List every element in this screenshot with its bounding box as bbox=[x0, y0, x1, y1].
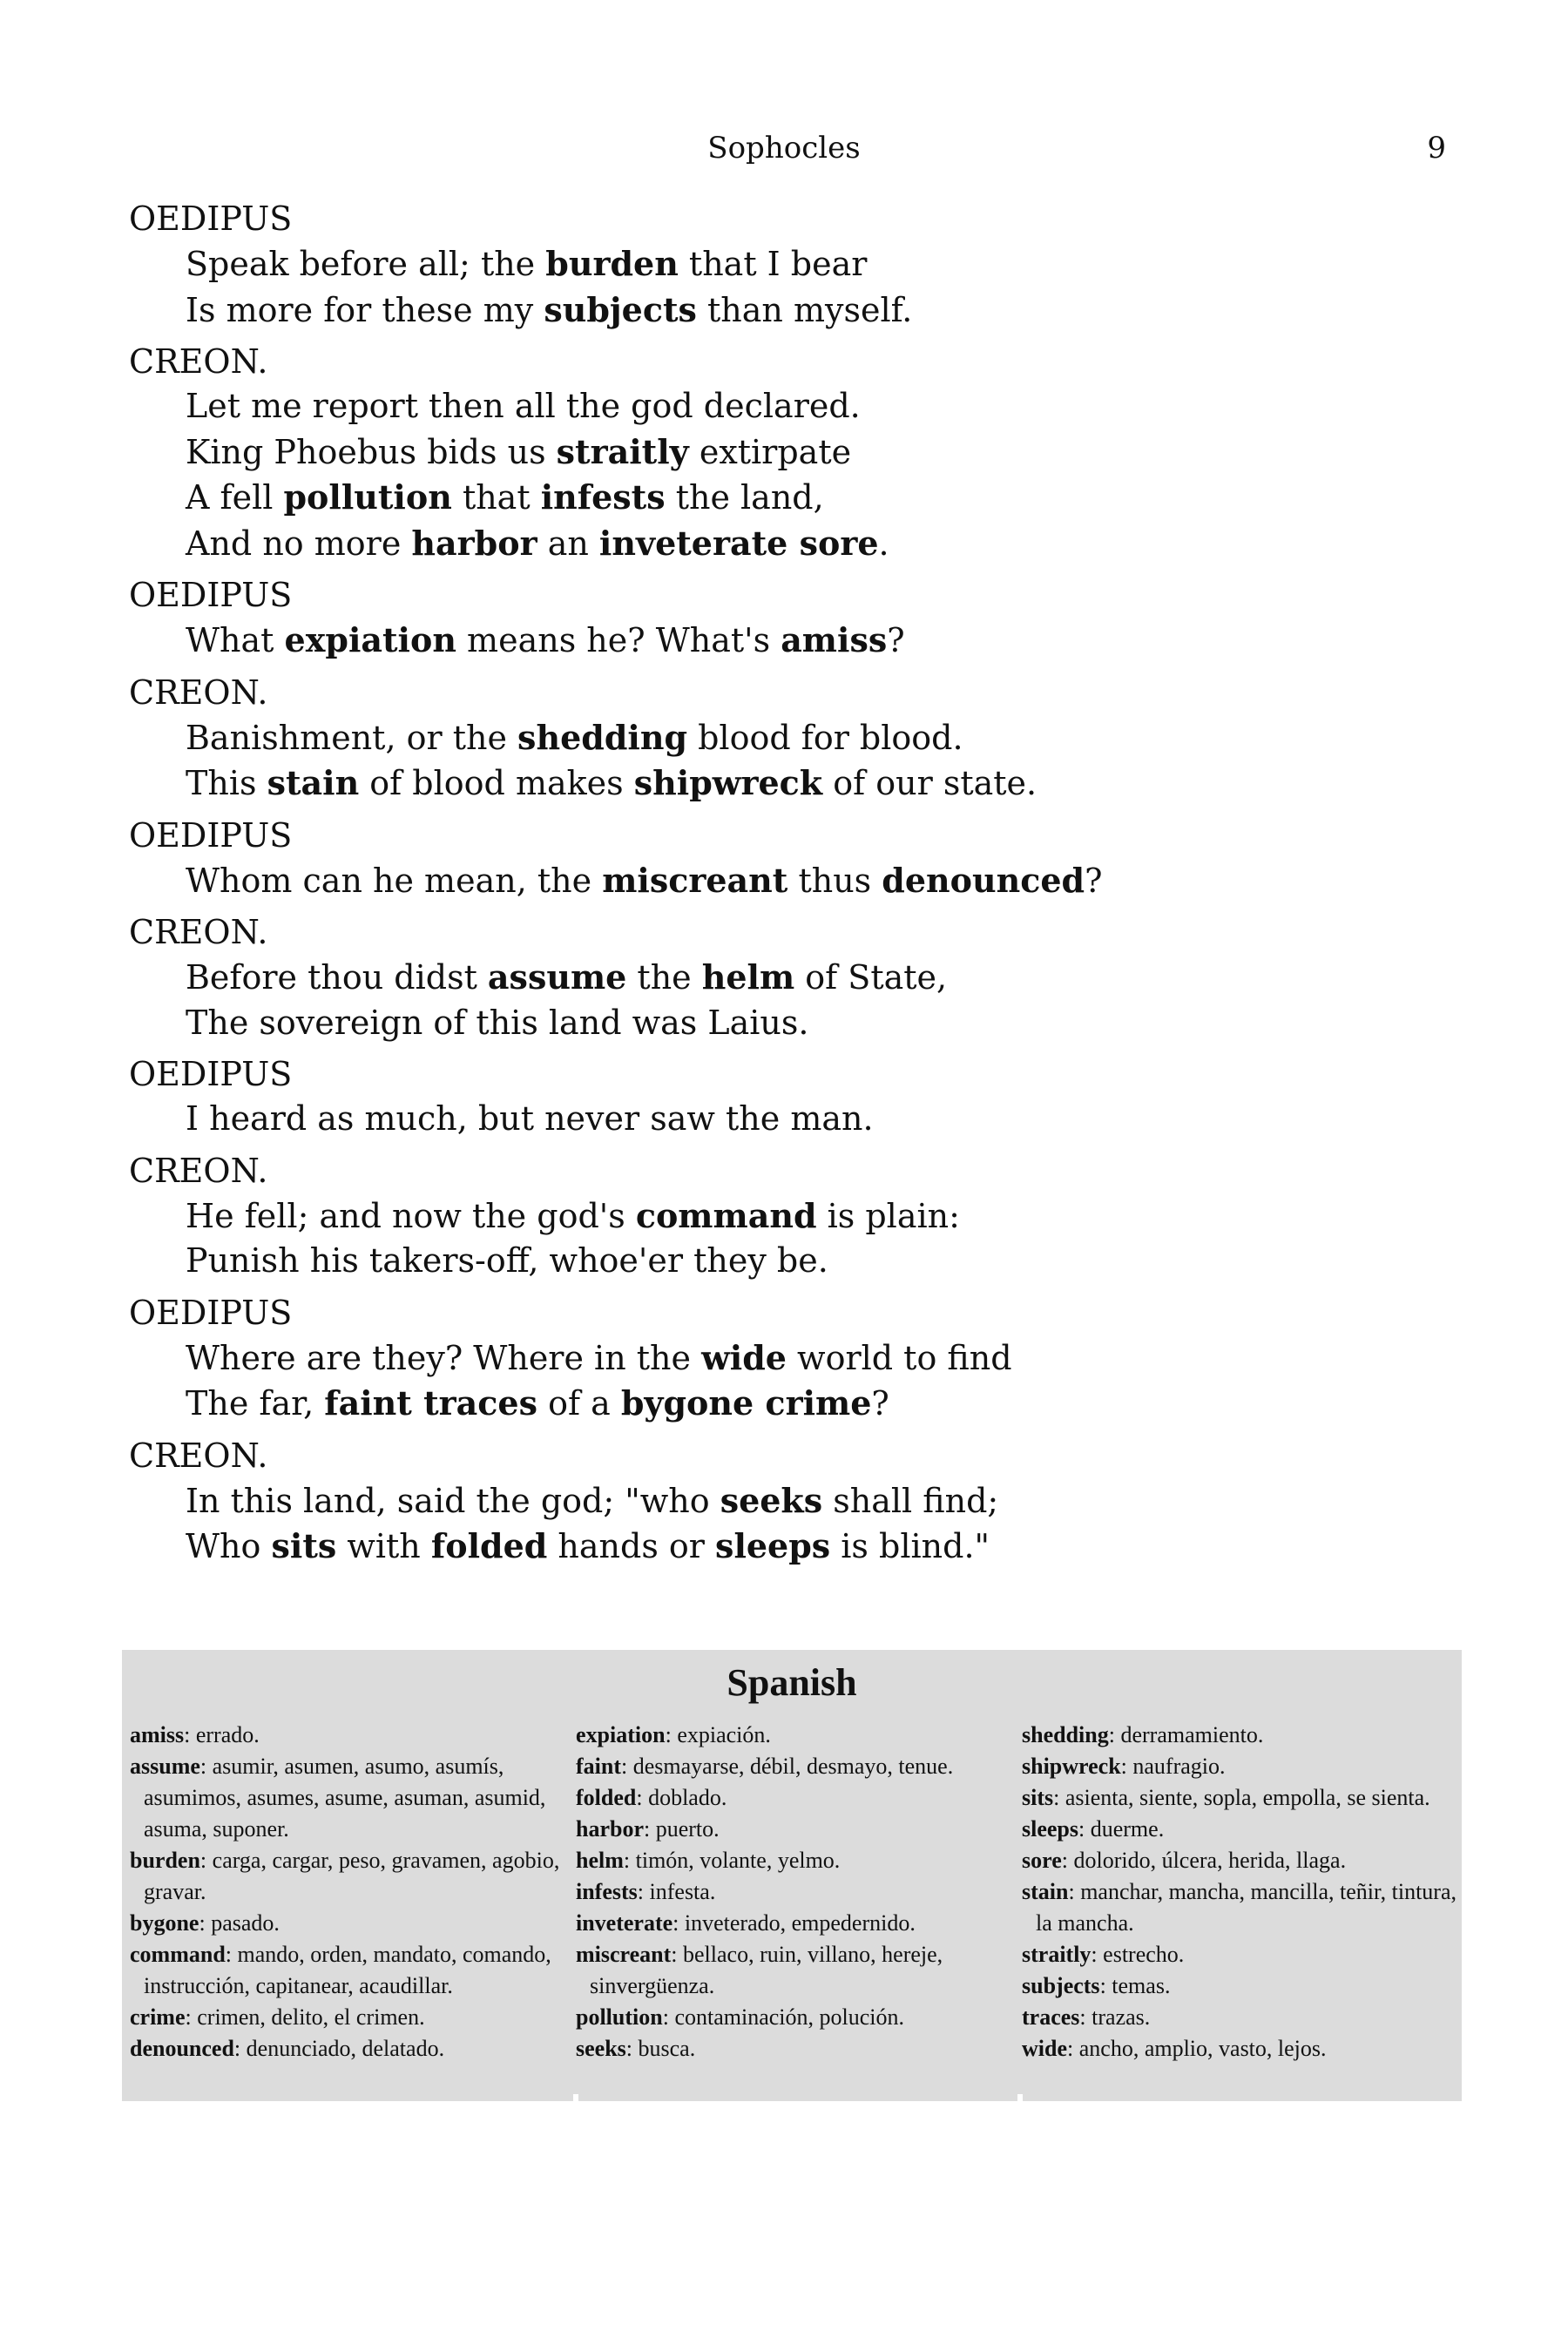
speech-block bbox=[129, 1434, 1470, 1570]
verse-text: is plain: bbox=[816, 1196, 960, 1235]
glossary-term: stain bbox=[1022, 1879, 1069, 1904]
verse-text: of a bbox=[537, 1384, 621, 1423]
glossary-term: denounced bbox=[130, 2036, 234, 2061]
verse-text: the bbox=[626, 958, 702, 997]
column-divider bbox=[1017, 2094, 1023, 2101]
glossary-entry: pollution: contaminación, polución. bbox=[576, 2004, 904, 2030]
verse-text: world to find bbox=[786, 1338, 1012, 1377]
verse-text: an bbox=[537, 524, 599, 563]
glossary-entry: sleeps: duerme. bbox=[1022, 1816, 1165, 1842]
glossary-definition: denunciado, delatado. bbox=[246, 2036, 445, 2061]
verse-text: This bbox=[186, 764, 267, 802]
vocabulary-word: subjects bbox=[544, 289, 697, 329]
vocabulary-word: infests bbox=[540, 477, 666, 517]
speaker-name: OEDIPUS bbox=[129, 576, 293, 614]
glossary-definition: temas. bbox=[1112, 1973, 1171, 1998]
glossary-term: wide bbox=[1022, 2036, 1067, 2061]
verse-text: Speak before all; the bbox=[186, 245, 546, 283]
glossary-term: harbor bbox=[576, 1816, 644, 1842]
verse-line bbox=[129, 618, 1470, 664]
verse-text: than myself. bbox=[696, 290, 913, 329]
page-number: 9 bbox=[1427, 131, 1446, 166]
glossary-term: burden bbox=[130, 1848, 200, 1873]
verse-line bbox=[129, 1001, 1470, 1046]
vocabulary-word: bygone crime bbox=[620, 1383, 872, 1423]
verse-text: ? bbox=[887, 621, 905, 659]
vocabulary-word: helm bbox=[701, 957, 795, 997]
verse-line bbox=[129, 241, 1470, 287]
glossary-term: infests bbox=[576, 1879, 638, 1904]
glossary-definition: doblado. bbox=[648, 1785, 727, 1810]
verse-text: . bbox=[878, 524, 889, 563]
glossary-entry: crime: crimen, delito, el crimen. bbox=[130, 2004, 425, 2030]
glossary-term: sore bbox=[1022, 1848, 1062, 1873]
vocabulary-word: wide bbox=[701, 1337, 787, 1377]
verse-line bbox=[129, 429, 1470, 476]
glossary-entry: harbor: puerto. bbox=[576, 1816, 720, 1842]
verse-line bbox=[129, 715, 1470, 761]
verse-line bbox=[129, 760, 1470, 807]
glossary-title: Spanish bbox=[727, 1661, 857, 1704]
glossary-term: amiss bbox=[130, 1722, 185, 1747]
glossary-definition: puerto. bbox=[655, 1816, 720, 1842]
spanish-glossary bbox=[122, 1650, 1462, 2101]
verse-text: Is more for these my bbox=[186, 290, 544, 329]
verse-text: Before thou didst bbox=[186, 958, 488, 997]
verse-text: King Phoebus bids us bbox=[186, 432, 557, 471]
speech-block bbox=[129, 671, 1470, 807]
column-divider bbox=[573, 2094, 578, 2101]
glossary-entry: shedding: derramamiento. bbox=[1022, 1722, 1264, 1747]
vocabulary-word: command bbox=[635, 1195, 817, 1235]
glossary-entry: traces: trazas. bbox=[1022, 2004, 1151, 2030]
speech-block bbox=[129, 573, 1470, 664]
glossary-entry: command: mando, orden, mandato, comando, instrucción, capitanear, acaudillar. bbox=[130, 1942, 551, 1998]
verse-text: Where are they? Where in the bbox=[186, 1338, 702, 1377]
vocabulary-word: straitly bbox=[556, 431, 689, 471]
vocabulary-word: pollution bbox=[283, 477, 452, 517]
verse-line bbox=[129, 1239, 1470, 1284]
verse-text: shall find; bbox=[822, 1481, 999, 1520]
glossary-definition: desmayarse, débil, desmayo, tenue. bbox=[632, 1754, 954, 1779]
glossary-entry: denounced: denunciado, delatado. bbox=[130, 2036, 445, 2061]
glossary-term: folded bbox=[576, 1785, 637, 1810]
speaker-name: CREON. bbox=[129, 1436, 268, 1475]
verse-text: And no more bbox=[186, 524, 412, 563]
glossary-definition: crimen, delito, el crimen. bbox=[197, 2004, 425, 2030]
play-text bbox=[129, 197, 1470, 1577]
verse-line bbox=[129, 475, 1470, 521]
verse-text: The far, bbox=[186, 1384, 325, 1423]
glossary-entry: stain: manchar, mancha, mancilla, teñir, tintura, la mancha. bbox=[1022, 1879, 1456, 1936]
verse-text: that I bear bbox=[678, 245, 868, 283]
glossary-entry: infests: infesta. bbox=[576, 1879, 716, 1904]
verse-text: of State, bbox=[794, 958, 948, 997]
glossary-definition: duerme. bbox=[1090, 1816, 1165, 1842]
vocabulary-word: miscreant bbox=[602, 860, 788, 900]
verse-text: blood for blood. bbox=[687, 718, 963, 757]
speech-block bbox=[129, 197, 1470, 333]
speaker-name: CREON. bbox=[129, 1151, 268, 1190]
glossary-term: straitly bbox=[1022, 1942, 1092, 1967]
glossary-entry: shipwreck: naufragio. bbox=[1022, 1754, 1226, 1779]
glossary-entry: seeks: busca. bbox=[576, 2036, 696, 2061]
glossary-definition: bellaco, ruin, villano, hereje, sinvergüenza. bbox=[590, 1942, 943, 1998]
vocabulary-word: shedding bbox=[517, 717, 688, 757]
glossary-column-2 bbox=[576, 1720, 1016, 2065]
verse-text: ? bbox=[871, 1384, 889, 1423]
verse-text: the land, bbox=[665, 478, 824, 517]
glossary-definition: derramamiento. bbox=[1120, 1722, 1264, 1747]
verse-text: Punish his takers-off, whoe'er they be. bbox=[186, 1241, 828, 1280]
verse-line bbox=[129, 1097, 1470, 1142]
glossary-term: traces bbox=[1022, 2004, 1080, 2030]
verse-line bbox=[129, 287, 1470, 334]
verse-text: hands or bbox=[547, 1527, 716, 1565]
glossary-term: shipwreck bbox=[1022, 1754, 1121, 1779]
verse-text: Let me report then all the god declared. bbox=[186, 387, 861, 425]
glossary-entry: burden: carga, cargar, peso, gravamen, agobio, gravar. bbox=[130, 1848, 560, 1904]
glossary-definition: asumir, asumen, asumo, asumís, asumimos, asumes, asume, asuman, asumid, asuma, suponer. bbox=[144, 1754, 546, 1842]
glossary-term: command bbox=[130, 1942, 226, 1967]
vocabulary-word: seeks bbox=[720, 1480, 823, 1520]
glossary-definition: mando, orden, mandato, comando, instrucción, capitanear, acaudillar. bbox=[144, 1942, 551, 1998]
vocabulary-word: sleeps bbox=[715, 1526, 831, 1565]
verse-text: is blind." bbox=[830, 1527, 990, 1565]
glossary-term: seeks bbox=[576, 2036, 626, 2061]
glossary-term: crime bbox=[130, 2004, 186, 2030]
glossary-definition: asienta, siente, sopla, empolla, se sienta. bbox=[1064, 1785, 1430, 1810]
glossary-term: assume bbox=[130, 1754, 200, 1779]
verse-text: with bbox=[336, 1527, 431, 1565]
vocabulary-word: faint traces bbox=[324, 1383, 537, 1423]
verse-text: The sovereign of this land was Laius. bbox=[186, 1003, 809, 1042]
vocabulary-word: amiss bbox=[781, 620, 888, 659]
speech-block bbox=[129, 340, 1470, 566]
glossary-definition: ancho, amplio, vasto, lejos. bbox=[1078, 2036, 1327, 2061]
vocabulary-word: inveterate sore bbox=[598, 523, 879, 563]
vocabulary-word: stain bbox=[267, 763, 360, 802]
glossary-entry: folded: doblado. bbox=[576, 1785, 727, 1810]
speech-block bbox=[129, 910, 1470, 1045]
glossary-entry: faint: desmayarse, débil, desmayo, tenue. bbox=[576, 1754, 954, 1779]
verse-line bbox=[129, 1478, 1470, 1524]
vocabulary-word: folded bbox=[430, 1526, 548, 1565]
glossary-definition: infesta. bbox=[649, 1879, 716, 1904]
glossary-entry: sits: asienta, siente, sopla, empolla, se sienta. bbox=[1022, 1785, 1430, 1810]
verse-text: thus bbox=[787, 861, 882, 900]
glossary-term: bygone bbox=[130, 1910, 199, 1936]
glossary-definition: estrecho. bbox=[1103, 1942, 1185, 1967]
glossary-entry: sore: dolorido, úlcera, herida, llaga. bbox=[1022, 1848, 1347, 1873]
verse-text: means he? What's bbox=[456, 621, 781, 659]
glossary-definition: carga, cargar, peso, gravamen, agobio, gravar. bbox=[144, 1848, 560, 1904]
verse-line bbox=[129, 384, 1470, 429]
speaker-name: CREON. bbox=[129, 913, 268, 951]
verse-line bbox=[129, 955, 1470, 1001]
glossary-entry: bygone: pasado. bbox=[130, 1910, 280, 1936]
speaker-name: CREON. bbox=[129, 342, 268, 381]
glossary-definition: contaminación, polución. bbox=[674, 2004, 904, 2030]
verse-text: Whom can he mean, the bbox=[186, 861, 603, 900]
glossary-definition: naufragio. bbox=[1132, 1754, 1226, 1779]
verse-text: He fell; and now the god's bbox=[186, 1196, 636, 1235]
glossary-term: helm bbox=[576, 1848, 624, 1873]
glossary-definition: busca. bbox=[638, 2036, 696, 2061]
glossary-entry: straitly: estrecho. bbox=[1022, 1942, 1185, 1967]
verse-text: of our state. bbox=[822, 764, 1037, 802]
speaker-name: OEDIPUS bbox=[129, 1293, 293, 1332]
glossary-entry: expiation: expiación. bbox=[576, 1722, 771, 1747]
glossary-entry: miscreant: bellaco, ruin, villano, hereje, sinvergüenza. bbox=[576, 1942, 943, 1998]
running-header-title: Sophocles bbox=[707, 131, 861, 166]
vocabulary-word: denounced bbox=[882, 860, 1085, 900]
verse-line bbox=[129, 1524, 1470, 1570]
verse-text: I heard as much, but never saw the man. bbox=[186, 1099, 874, 1138]
glossary-definition: errado. bbox=[195, 1722, 260, 1747]
glossary-entry: wide: ancho, amplio, vasto, lejos. bbox=[1022, 2036, 1327, 2061]
vocabulary-word: sits bbox=[271, 1526, 337, 1565]
verse-line bbox=[129, 1335, 1470, 1382]
verse-text: A fell bbox=[186, 478, 284, 517]
vocabulary-word: shipwreck bbox=[633, 763, 823, 802]
verse-text: extirpate bbox=[688, 432, 852, 471]
speaker-name: CREON. bbox=[129, 672, 268, 712]
verse-line bbox=[129, 858, 1470, 904]
verse-line bbox=[129, 1381, 1470, 1427]
glossary-term: subjects bbox=[1022, 1973, 1100, 1998]
glossary-definition: dolorido, úlcera, herida, llaga. bbox=[1073, 1848, 1347, 1873]
speaker-name: OEDIPUS bbox=[129, 815, 293, 855]
glossary-term: faint bbox=[576, 1754, 621, 1779]
glossary-term: inveterate bbox=[576, 1910, 673, 1936]
verse-line bbox=[129, 521, 1470, 567]
glossary-term: pollution bbox=[576, 2004, 663, 2030]
glossary-entry: helm: timón, volante, yelmo. bbox=[576, 1848, 841, 1873]
glossary-definition: expiación. bbox=[677, 1722, 771, 1747]
glossary-term: expiation bbox=[576, 1722, 666, 1747]
speech-block bbox=[129, 1149, 1470, 1284]
verse-text: In this land, said the god; "who bbox=[186, 1481, 720, 1520]
verse-text: Banishment, or the bbox=[186, 718, 518, 757]
vocabulary-word: harbor bbox=[411, 523, 537, 563]
speaker-name: OEDIPUS bbox=[129, 1055, 293, 1093]
glossary-entry: inveterate: inveterado, empedernido. bbox=[576, 1910, 916, 1936]
verse-text: Who bbox=[186, 1527, 272, 1565]
speech-block bbox=[129, 1052, 1470, 1142]
speech-block bbox=[129, 1291, 1470, 1427]
verse-text: of blood makes bbox=[359, 764, 634, 802]
glossary-term: shedding bbox=[1022, 1722, 1109, 1747]
glossary-entry: subjects: temas. bbox=[1022, 1973, 1171, 1998]
glossary-entry: assume: asumir, asumen, asumo, asumís, asumimos, asumes, asume, asuman, asumid, asuma, suponer. bbox=[130, 1754, 546, 1842]
speech-block bbox=[129, 814, 1470, 904]
glossary-definition: inveterado, empedernido. bbox=[684, 1910, 916, 1936]
glossary-entry: amiss: errado. bbox=[130, 1722, 260, 1747]
glossary-definition: pasado. bbox=[211, 1910, 280, 1936]
verse-text: that bbox=[451, 478, 541, 517]
glossary-definition: timón, volante, yelmo. bbox=[635, 1848, 841, 1873]
glossary-term: sleeps bbox=[1022, 1816, 1078, 1842]
vocabulary-word: assume bbox=[487, 957, 627, 997]
verse-text: ? bbox=[1085, 861, 1103, 900]
glossary-definition: manchar, mancha, mancilla, teñir, tintura, la mancha. bbox=[1036, 1879, 1456, 1936]
speaker-name: OEDIPUS bbox=[129, 199, 293, 238]
glossary-definition: trazas. bbox=[1092, 2004, 1151, 2030]
verse-text: What bbox=[186, 621, 285, 659]
glossary-term: miscreant bbox=[576, 1942, 672, 1967]
glossary-column-3 bbox=[1022, 1720, 1462, 2065]
vocabulary-word: expiation bbox=[284, 620, 456, 659]
verse-line bbox=[129, 1193, 1470, 1240]
glossary-column-1 bbox=[130, 1720, 570, 2065]
glossary-term: sits bbox=[1022, 1785, 1054, 1810]
vocabulary-word: burden bbox=[545, 244, 679, 283]
